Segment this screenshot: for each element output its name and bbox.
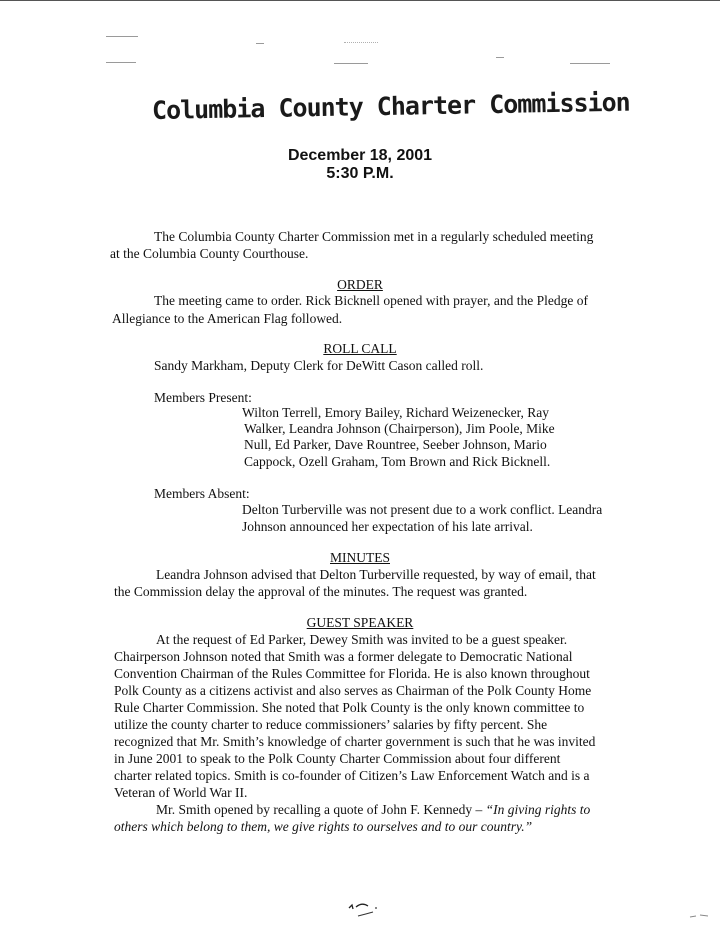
order-line-1: The meeting came to order. Rick Bicknell opened with prayer, and the Pledge of: [154, 293, 588, 308]
guest-speaker-line: utilize the county charter to reduce commissioners’ salaries by fifty percent. She: [114, 717, 548, 732]
commission-title: Columbia County Charter Commission: [151, 87, 630, 125]
scan-artifact: [106, 62, 136, 63]
guest-speaker-line: At the request of Ed Parker, Dewey Smith was invited to be a guest speaker.: [156, 632, 568, 647]
guest-speaker-line: charter related topics. Smith is co-founder of Citizen’s Law Enforcement Watch and is a: [114, 768, 590, 783]
members-absent-line: Delton Turberville was not present due to a work conflict. Leandra: [242, 502, 603, 517]
members-present-line: Cappock, Ozell Graham, Tom Brown and Rick Bicknell.: [244, 454, 551, 469]
quote-line-1: [156, 801, 590, 819]
roll-call-line: Sandy Markham, Deputy Clerk for DeWitt Cason called roll.: [154, 358, 484, 373]
members-present-line: Wilton Terrell, Emory Bailey, Richard Weizenecker, Ray: [242, 405, 550, 420]
scan-artifact: [496, 57, 504, 58]
guest-speaker-line: Veteran of World War II.: [114, 785, 248, 800]
scan-artifact: [256, 43, 264, 44]
initials-signature-mark: [346, 898, 386, 920]
roll-call-heading: ROLL CALL: [323, 341, 397, 356]
guest-speaker-line: in June 2001 to speak to the Polk County Charter Commission about four different: [114, 751, 561, 766]
members-absent-label: Members Absent:: [154, 486, 250, 501]
kennedy-quote-end: others which belong to them, we give rights to ourselves and to our country.”: [114, 819, 533, 834]
scan-artifact: [106, 36, 138, 37]
scan-artifact: [570, 63, 610, 64]
scan-artifact: [344, 42, 378, 44]
minutes-heading: MINUTES: [330, 550, 390, 565]
quote-intro: Mr. Smith opened by recalling a quote of John F. Kennedy –: [156, 802, 483, 817]
guest-speaker-heading: GUEST SPEAKER: [306, 615, 414, 630]
guest-speaker-line: Rule Charter Commission. She noted that Polk County is the only known committee to: [114, 700, 585, 715]
guest-speaker-line: Polk County as a citizens activist and also serves as Chairman of the Polk County Home: [114, 683, 592, 698]
minutes-line-1: Leandra Johnson advised that Delton Turberville requested, by way of email, that: [156, 567, 596, 582]
guest-speaker-line: recognized that Mr. Smith’s knowledge of charter government is such that he was invited: [114, 734, 596, 749]
members-present-line: Null, Ed Parker, Dave Rountree, Seeber Johnson, Mario: [244, 437, 547, 452]
intro-line-1: The Columbia County Charter Commission met in a regularly scheduled meeting: [154, 229, 594, 244]
meeting-time: 5:30 P.M.: [326, 165, 394, 182]
guest-speaker-line: Convention Chairman of the Rules Committee for Florida. He is also known throughout: [114, 666, 590, 681]
order-line-2: Allegiance to the American Flag followed.: [112, 311, 343, 326]
members-present-label: Members Present:: [154, 390, 252, 405]
members-present-line: Walker, Leandra Johnson (Chairperson), Jim Poole, Mike: [244, 421, 555, 436]
guest-speaker-line: Chairperson Johnson noted that Smith was a former delegate to Democratic National: [114, 649, 573, 664]
kennedy-quote-start: “In giving rights to: [485, 802, 591, 817]
order-heading: ORDER: [337, 277, 383, 292]
intro-line-2: at the Columbia County Courthouse.: [110, 246, 309, 261]
meeting-date: December 18, 2001: [287, 147, 433, 164]
scan-artifact: [334, 63, 368, 64]
page-top-border: [0, 0, 720, 1]
minutes-line-2: the Commission delay the approval of the minutes. The request was granted.: [114, 584, 528, 599]
members-absent-line: Johnson announced her expectation of his late arrival.: [242, 519, 533, 534]
scan-artifact: [688, 912, 710, 920]
